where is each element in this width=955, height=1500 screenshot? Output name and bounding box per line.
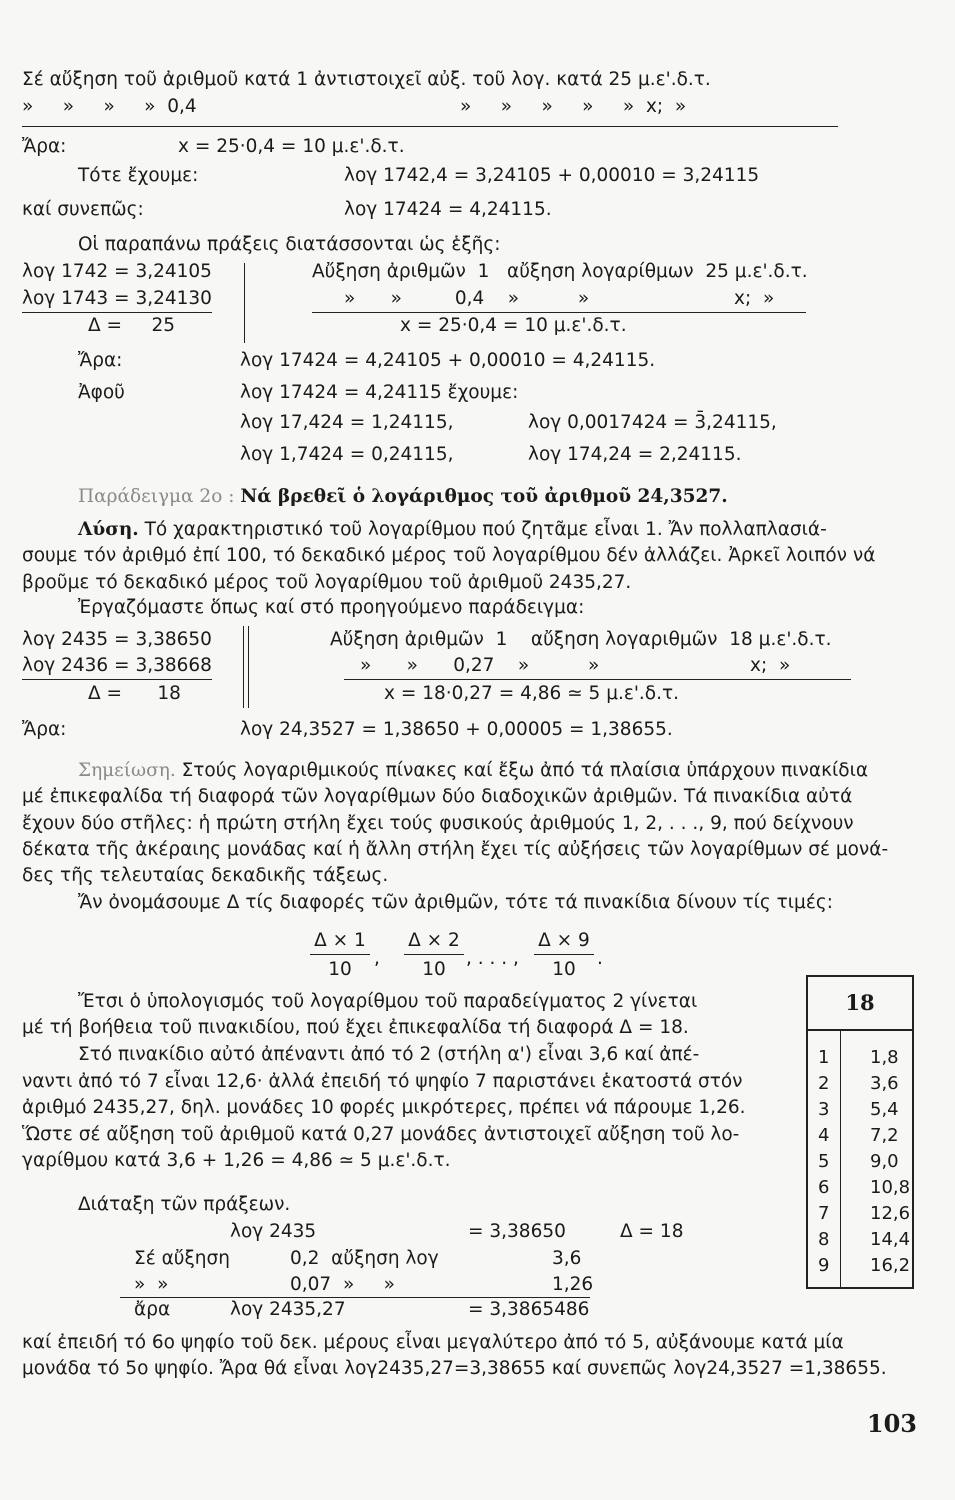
para-line-3: Στό πινακίδιο αὐτό ἀπέναντι ἀπό τό 2 (στήλη α') εἶναι 3,6 καί ἀπέ- [78,1044,700,1065]
table-row-increase: 12,6 [870,1203,911,1224]
arr-row3-b: 0,07 » » [290,1274,395,1295]
b1-result-2b: λογ 174,24 = 2,24115. [528,444,742,465]
b1-left-1: λογ 1742 = 3,24105 [22,261,212,282]
fraction-3-denominator: 10 [552,959,576,980]
table-row [808,1229,912,1255]
para-line-7: γαρίθμου κατά 3,6 + 1,26 = 4,86 ≃ 5 μ.ε'.δ.τ. [22,1150,451,1171]
solution-line-1 [78,521,827,540]
note-line-5: δες τῆς τελευταίας δεκαδικῆς τάξεως. [22,865,389,886]
table-row-tenths: 1 [818,1047,830,1068]
b2-separator-a [243,626,244,708]
note-line-6: Ἄν ὀνομάσουμε Δ τίς διαφορές τῶν ἀριθμῶν, τότε τά πινακίδια δίνουν τίς τιμές: [78,892,833,913]
intro-line-1: Σέ αὔξηση τοῦ ἀριθμοῦ κατά 1 ἀντιστοιχεῖ αὐξ. τοῦ λογ. κατά 25 μ.ε'.δ.τ. [22,69,711,90]
fraction-2 [404,930,464,980]
table-row [808,1047,912,1073]
arr-row4-a: ἄρα [134,1299,171,1320]
b1-right-1: Αὔξηση ἀριθμῶν 1 αὔξηση λογαρίθμων 25 μ.ε'.δ.τ. [312,261,808,282]
difference-table-header: 18 [808,977,912,1031]
para-line-6: Ὥστε σέ αὔξηση τοῦ ἀριθμοῦ κατά 0,27 μονάδες ἀντιστοιχεῖ αὔξηση τοῦ λο- [22,1124,740,1145]
solution-line-4: Ἐργαζόμαστε ὅπως καί στό προηγούμενο παράδειγμα: [78,597,585,618]
table-row-increase: 10,8 [870,1177,911,1198]
note-line-4: δέκατα τῆς ἀκέραιης μονάδας καί ἡ ἄλλη στήλη ἔχει τίς αὐξήσεις τῶν λογαρίθμων σέ μονά- [22,839,889,860]
table-row [808,1151,912,1177]
b2-right-2b: x; » [750,655,791,676]
arr-row1-c: Δ = 18 [620,1221,684,1242]
table-row [808,1255,912,1281]
b1-right-3: x = 25·0,4 = 10 μ.ε'.δ.τ. [400,315,627,336]
note-line-3: ἔχουν δύο στῆλες: ἡ πρώτη στήλη ἔχει τούς φυσικούς ἀριθμούς 1, 2, . . ., 9, πού δείχνουν [22,813,854,834]
b1-left-rule [22,312,212,313]
fraction-sep-2: , . . . , [466,948,519,969]
b2-left-rule [22,679,212,680]
b1-result-1b: λογ 0,0017424 = 3̄,24115, [528,412,777,433]
b1-afou-label: Ἀφοῦ [78,382,125,403]
example-heading [78,488,728,507]
fraction-3 [534,930,594,980]
arr-row2-c: 3,6 [552,1248,582,1269]
table-row [808,1125,912,1151]
para-line-5: ἀριθμό 2435,27, δηλ. μονάδες 10 φορές μικρότερες, πρέπει νά πάρουμε 1,26. [22,1097,746,1118]
table-row-tenths: 9 [818,1255,830,1276]
b1-ara-text: λογ 17424 = 4,24105 + 0,00010 = 4,24115. [240,350,656,371]
page-number: 103 [866,1409,917,1438]
difference-table [806,975,914,1289]
table-row-tenths: 2 [818,1073,830,1094]
b2-right-3: x = 18·0,27 = 4,86 ≃ 5 μ.ε'.δ.τ. [384,683,680,704]
arrangement-title: Διάταξη τῶν πράξεων. [78,1194,291,1215]
b1-right-2b: x; » [734,288,775,309]
arr-row2-a: Σέ αὔξηση [134,1248,230,1269]
b2-right-rule [344,679,851,680]
example-title: Νά βρεθεῖ ὁ λογάριθμος τοῦ ἀριθμοῦ 24,3527. [240,486,728,507]
note-text-1: Στούς λογαριθμικούς πίνακες καί ἔξω ἀπό τά πλαίσια ὑπάρχουν πινακίδια [181,760,869,781]
b1-result-2a: λογ 1,7424 = 0,24115, [240,444,454,465]
arr-row4-c: = 3,3865486 [468,1299,590,1320]
fraction-1-denominator: 10 [328,959,352,980]
intro-rule [22,126,838,127]
arr-row3-c: 1,26 [552,1274,594,1295]
b2-left-2: λογ 2436 = 3,38668 [22,655,212,676]
arr-row1-b: = 3,38650 [468,1221,566,1242]
intro-tote-text: λογ 1742,4 = 3,24105 + 0,00010 = 3,24115 [344,165,760,186]
fraction-1 [310,930,370,980]
table-row-increase: 16,2 [870,1255,911,1276]
fraction-2-numerator: Δ × 2 [404,930,464,955]
fraction-2-denominator: 10 [422,959,446,980]
table-row-tenths: 4 [818,1125,830,1146]
para-line-2: μέ τή βοήθεια τοῦ πινακιδίου, πού ἔχει ἐπικεφαλίδα τή διαφορά Δ = 18. [22,1017,689,1038]
solution-line-3: βροῦμε τό δεκαδικό μέρος τοῦ λογαρίθμου τοῦ ἀριθμοῦ 2435,27. [22,572,632,593]
table-row [808,1177,912,1203]
b1-afou-text: λογ 17424 = 4,24115 ἔχουμε: [240,382,519,403]
fraction-sep-1: , [374,948,380,969]
table-row-increase: 5,4 [870,1099,899,1120]
b1-left-3: Δ = 25 [88,315,175,336]
example-label: Παράδειγμα 2ο : [78,486,235,507]
intro-ara-label: Ἄρα: [22,136,67,157]
solution-text-1: Τό χαρακτηριστικό τοῦ λογαρίθμου πού ζητᾶμε εἶναι 1. Ἄν πολλαπλασιά- [144,519,827,540]
arr-row1-a: λογ 2435 [230,1221,317,1242]
table-row-tenths: 5 [818,1151,830,1172]
closing-line-2: μονάδα τό 5ο ψηφίο. Ἄρα θά εἶναι λογ2435,27=3,38655 καί συνεπῶς λογ24,3527 =1,38655. [22,1358,887,1379]
table-row-tenths: 8 [818,1229,830,1250]
closing-line-1: καί ἐπειδή τό 6ο ψηφίο τοῦ δεκ. μέρους εἶναι μεγαλύτερο ἀπό τό 5, αὐξάνουμε κατά μία [22,1332,844,1353]
fraction-1-numerator: Δ × 1 [310,930,370,955]
fraction-3-numerator: Δ × 9 [534,930,594,955]
arrangement-rule [120,1297,590,1298]
solution-label: Λύση. [78,519,139,540]
table-row-increase: 7,2 [870,1125,899,1146]
table-row-increase: 14,4 [870,1229,911,1250]
b2-right-1: Αὔξηση ἀριθμῶν 1 αὔξηση λογαριθμῶν 18 μ.ε'.δ.τ. [330,629,832,650]
b2-left-3: Δ = 18 [88,683,181,704]
table-row-tenths: 7 [818,1203,830,1224]
solution-line-2: σουμε τόν ἀριθμό ἐπί 100, τό δεκαδικό μέρος τοῦ λογαρίθμου δέν ἀλλάζει. Ἀρκεῖ λοιπόν νά [22,545,876,566]
table-row-tenths: 6 [818,1177,830,1198]
table-row-tenths: 3 [818,1099,830,1120]
note-line-2: μέ ἐπικεφαλίδα τή διαφορά τῶν λογαρίθμων δύο διαδοχικῶν ἀριθμῶν. Τά πινακίδια αὐτά [22,786,853,807]
intro-synepos-text: λογ 17424 = 4,24115. [344,199,552,220]
intro-line-2b: » » » » » x; » [460,96,687,117]
b1-right-2a: » » 0,4 » » [344,288,590,309]
b1-ara-label: Ἄρα: [78,350,123,371]
para-line-4: ναντι ἀπό τό 7 εἶναι 12,6· ἀλλά ἐπειδή τό ψηφίο 7 παριστάνει ἑκατοστά στόν [22,1071,743,1092]
table-row-increase: 1,8 [870,1047,899,1068]
intro-line-2a: » » » » 0,4 [22,96,197,117]
b2-left-1: λογ 2435 = 3,38650 [22,629,212,650]
b1-separator [244,263,245,343]
fraction-end: . [597,948,603,969]
para-line-1: Ἔτσι ὁ ὑπολογισμός τοῦ λογαρίθμου τοῦ παραδείγματος 2 γίνεται [78,991,698,1012]
b2-separator-b [248,626,249,708]
b1-result-1a: λογ 17,424 = 1,24115, [240,412,454,433]
table-row-increase: 9,0 [870,1151,899,1172]
arr-row2-b: 0,2 αὔξηση λογ [290,1248,439,1269]
b2-ara-text: λογ 24,3527 = 1,38650 + 0,00005 = 1,38655. [240,719,673,740]
intro-ara-text: x = 25·0,4 = 10 μ.ε'.δ.τ. [178,136,405,157]
arr-row3-a: » » [134,1274,169,1295]
table-row [808,1073,912,1099]
arr-row4-b: λογ 2435,27 [230,1299,346,1320]
b1-right-rule [312,312,806,313]
table-row [808,1099,912,1125]
b2-right-2a: » » 0,27 » » [360,655,600,676]
b2-ara-label: Ἄρα: [22,719,67,740]
note-line-1 [78,762,868,781]
b1-left-2: λογ 1743 = 3,24130 [22,288,212,309]
intro-arrangement: Οἱ παραπάνω πράξεις διατάσσονται ὡς ἑξῆς: [78,234,501,255]
intro-tote-label: Τότε ἔχουμε: [78,165,199,186]
note-label: Σημείωση. [78,760,176,781]
intro-synepos-label: καί συνεπῶς: [22,199,144,220]
table-row [808,1203,912,1229]
table-row-increase: 3,6 [870,1073,899,1094]
